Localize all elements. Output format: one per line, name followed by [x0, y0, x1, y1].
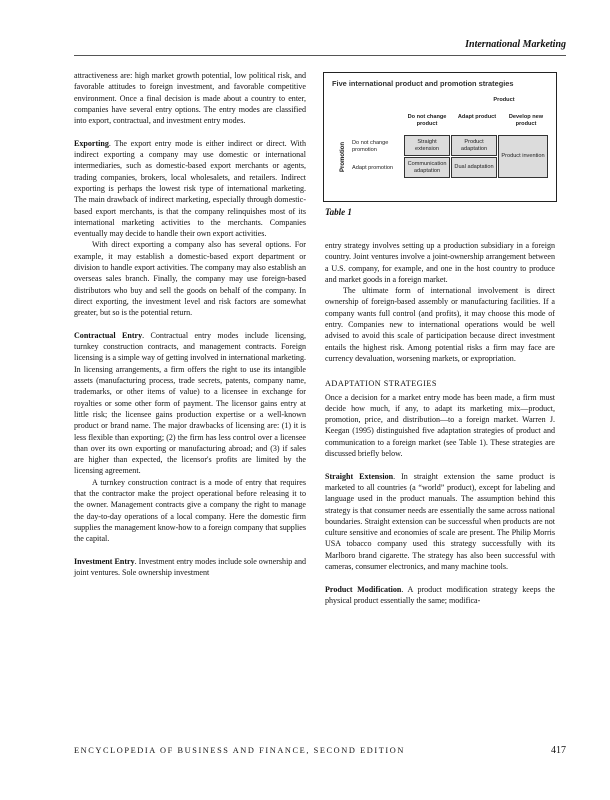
col-header-develop: Develop new product [508, 114, 544, 127]
contractual-paragraph: Contractual Entry. Contractual entry modes include licensing, turnkey construction contracts, and management contracts. Foreign licensing is a simple way of getting involved in international marketing. In licensing arrangements, a firm offers the right to use its intangible assets (manufacturing process, trade secrets, patents, company name, trademarks, or other items of value) to a licensee in exchange for royalties or some other form of payment. The licensor gains entry at little risk; the licensee gains production expertise or a well-known product or brand name. The major drawbacks of licensing are: (1) it is less flexible than exporting; (2) the firm has less control over a licensee than over its own exporting or manufacturing abroad; and (3) if sales are higher than expected, the licensor's profits are limited by the licensing agreement. [74, 330, 307, 476]
left-paragraph-1: attractiveness are: high market growth potential, low political risk, and favorable attitudes to foreign investment, and favorable competitive environment. Once a final decision is made about a country to enter, companies have several entry options. The entry modes are classified into export, contractual, and investment entry modes. [74, 71, 306, 126]
product-header: Product [493, 97, 515, 103]
col-header-no-change: Do not change product [407, 114, 447, 127]
product-modification-paragraph: Product Modification. A product modification strategy keeps the physical product essentially the same; modifica- [325, 584, 555, 605]
right-paragraph-2: The ultimate form of international involvement is direct ownership of foreign-based assembly or manufacturing facilities. If a company wants full control (and profits), it may choose this mode of entry. Companies new to international operations would be well advised to avoid this scale of participation because direct investment entails the highest risk. Among potential risks a firm may face are currency devaluation, worsening markets, or expropriation. [325, 286, 555, 363]
investment-run-in-head: Investment Entry [74, 556, 135, 566]
footer-source: ENCYCLOPEDIA OF BUSINESS AND FINANCE, SECOND EDITION [74, 746, 405, 755]
cell-straight-extension: Straight extension [404, 135, 450, 156]
right-column [325, 240, 555, 606]
cell-dual-adaptation: Dual adaptation [451, 157, 497, 178]
straight-extension-run-in-head: Straight Extension [325, 471, 394, 481]
strategy-table-figure [323, 72, 557, 202]
row-header-no-change: Do not change promotion [352, 140, 389, 153]
straight-extension-paragraph: Straight Extension. In straight extension the same product is marketed to all countries (a “world” product), except for labeling and language used in the product manuals. The assumption behind this strategy is that consumer needs are essentially the same across national boundaries. Straight extension can be successful when products are not culture sensitive and economies of scale are present. The Philip Morris USA tobacco company used this strategy successfully with its Marlboro brand cigarette. The strategy has also been successful with cameras, consumer electronics, and many machine tools. [325, 471, 555, 572]
contractual-run-in-head: Contractual Entry [74, 330, 143, 340]
left-paragraph-3: With direct exporting a company also has several options. For example, it may establish a domestic-based export department or division to handle export activities. The company may also establish an overseas sales branch. Finally, the company may use foreign-based distributors who buy and sell the goods on behalf of the company. In direct exporting, the investment level and risk factors are somewhat greater, but so is the potential return. [74, 240, 306, 318]
page-footer [74, 746, 566, 755]
left-paragraph-5: A turnkey construction contract is a mode of entry that requires that the contractor make the project operational before releasing it to the owner. Management contracts give a company the right to manage the day-to-day operations of a local company. Here the domestic firm supplies the management know-how to a foreign company that supplies the capital. [74, 477, 306, 544]
promotion-header: Promotion [340, 142, 346, 172]
page-number: 417 [551, 745, 566, 756]
exporting-paragraph: Exporting. The export entry mode is either indirect or direct. With indirect exporting a company may use domestic or international intermediaries, such as domestic-based export merchants or agents, trading companies, brokers, local wholesalets, and retailers. Indirect exporting is perhaps the lowest risk type of international marketing. The main drawback of indirect marketing, especially through domestic-based export merchants, is that the company relinquishes most of its international marketing activities to the merchants. Companies eventually may decide to handle their own export activities. [74, 138, 306, 239]
running-title: International Marketing [465, 39, 566, 50]
table-caption: Table 1 [325, 207, 352, 217]
right-paragraph-1: entry strategy involves setting up a production subsidiary in a foreign country. Joint ventures involve a joint-ownership arrangement between a U.S. company, for example, and one in the host country to produce and market goods in a foreign market. [325, 241, 555, 284]
investment-paragraph: Investment Entry. Investment entry modes include sole ownership and joint ventures. Sole ownership investment [74, 556, 306, 578]
header-rule [74, 55, 566, 56]
left-column [74, 70, 306, 578]
exporting-run-in-head: Exporting [74, 138, 109, 148]
right-paragraph-3: Once a decision for a market entry mode has been made, a firm must decide how much, if any, to adapt its marketing mix—product, promotion, price, and distribution—to a foreign market. Warren J. Keegan (1995) distinguished five adaptation strategies of product and communication to a foreign market (see Table 1). These strategies are discussed briefly below. [325, 392, 555, 459]
figure-title: Five international product and promotion strategies [332, 79, 514, 88]
running-header [0, 0, 610, 62]
product-modification-run-in-head: Product Modification [325, 584, 402, 594]
cell-communication-adaptation: Communication adaptation [404, 157, 450, 178]
cell-product-adaptation: Product adaptation [451, 135, 497, 156]
cell-product-invention: Product invention [498, 135, 548, 178]
row-header-adapt: Adapt promotion [352, 165, 394, 171]
section-heading: ADAPTATION STRATEGIES [325, 379, 437, 389]
col-header-adapt: Adapt product [457, 114, 497, 120]
